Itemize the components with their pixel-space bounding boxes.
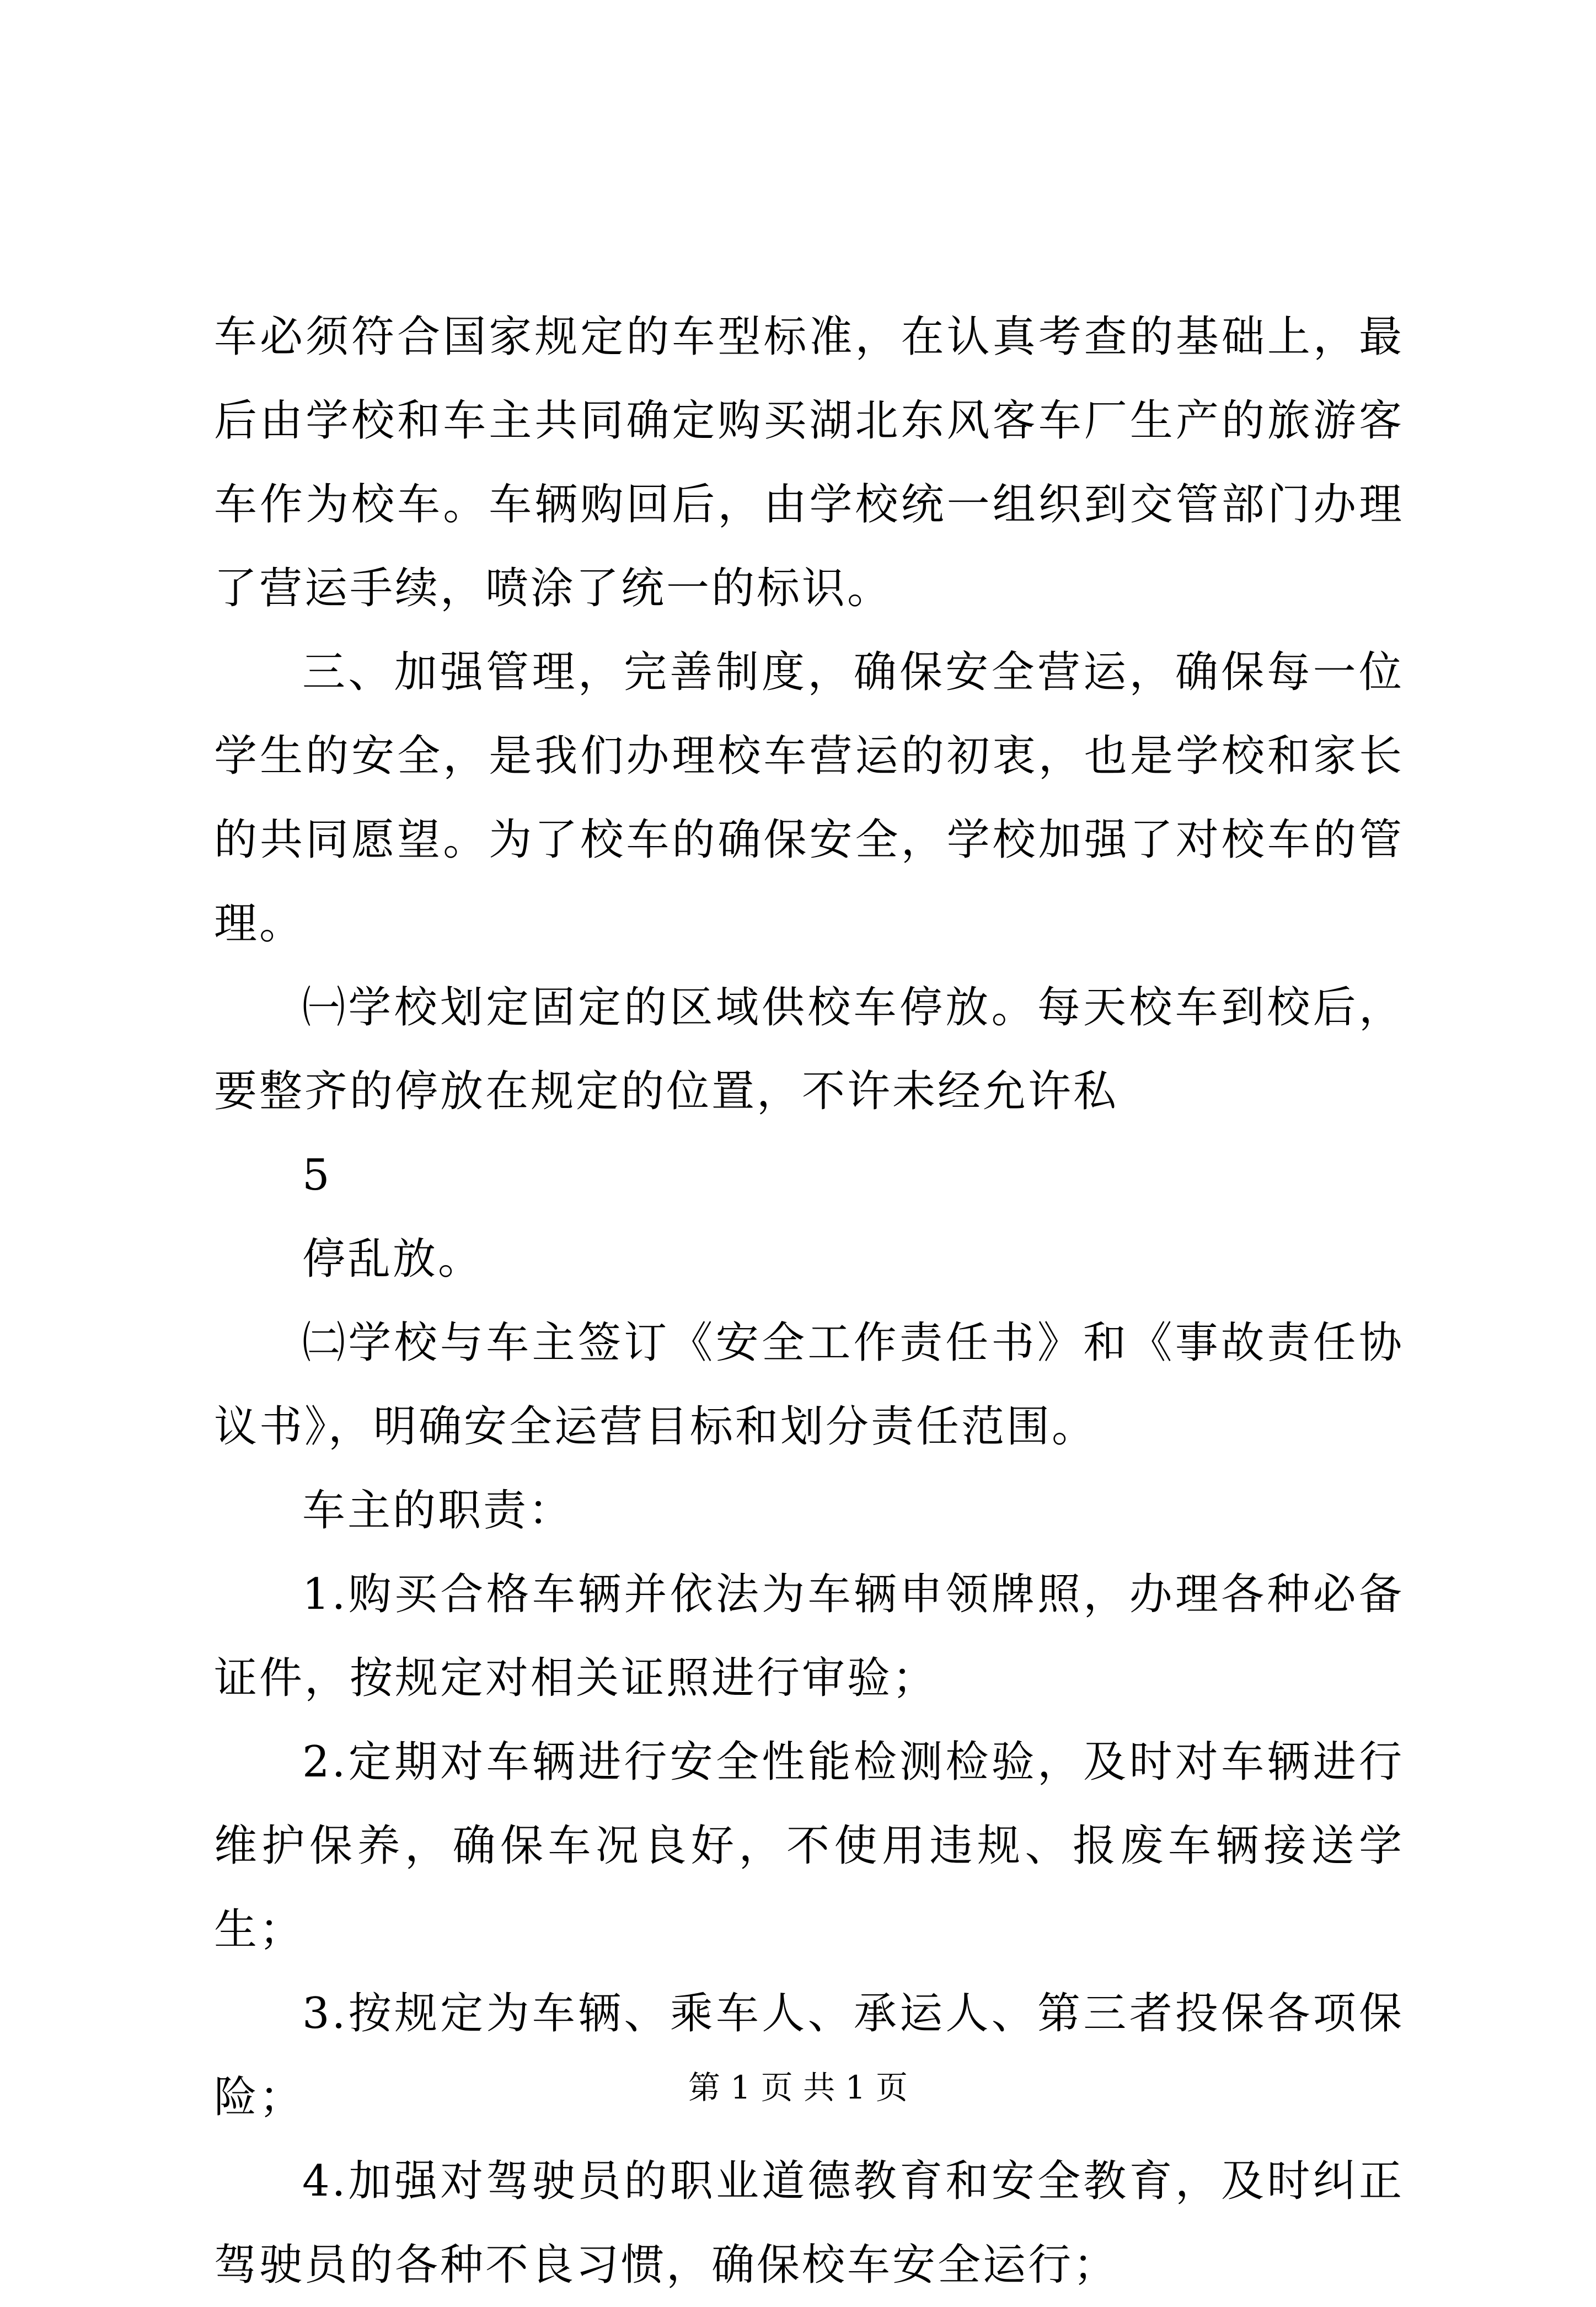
paragraph: 三、加强管理，完善制度，确保安全营运，确保每一位学生的安全，是我们办理校车营运的初衷，也是学校和家长的共同愿望。为了校车的确保安全，学校加强了对校车的管理。 [214,647,1404,949]
list-item: 1.购买合格车辆并依法为车辆申领牌照，办理各种必备证件，按规定对相关证照进行审验； [214,1570,1404,1703]
list-item: 4.加强对驾驶员的职业道德教育和安全教育，及时纠正驾驶员的各种不良习惯，确保校车安全运行； [214,2156,1404,2290]
list-item: 2.定期对车辆进行安全性能检测检验，及时对车辆进行维护保养，确保车况良好，不使用违规、报废车辆接送学生； [214,1737,1404,1955]
paragraph: ㈠学校划定固定的区域供校车停放。每天校车到校后，要整齐的停放在规定的位置，不许未经允许私 [214,983,1404,1116]
paragraph: 停乱放。 [302,1234,484,1284]
paragraph: 车必须符合国家规定的车型标准，在认真考查的基础上，最后由学校和车主共同确定购买湖北东风客车厂生产的旅游客车作为校车。车辆购回后，由学校统一组织到交管部门办理了营运手续，喷涂了统一的标识。 [214,312,1404,613]
list-item: 3.按规定为车辆、乘车人、承运人、第三者投保各项保险； [214,1989,1404,2122]
document-body [214,295,1404,2307]
page-number-inline: 5 [302,1150,332,1200]
paragraph: ㈡学校与车主签订《安全工作责任书》和《事故责任协议书》，明确安全运营目标和划分责任范围。 [214,1318,1404,1452]
page-footer: 第 1 页 共 1 页 [688,2069,908,2106]
section-heading: 车主的职责： [302,1486,574,1535]
